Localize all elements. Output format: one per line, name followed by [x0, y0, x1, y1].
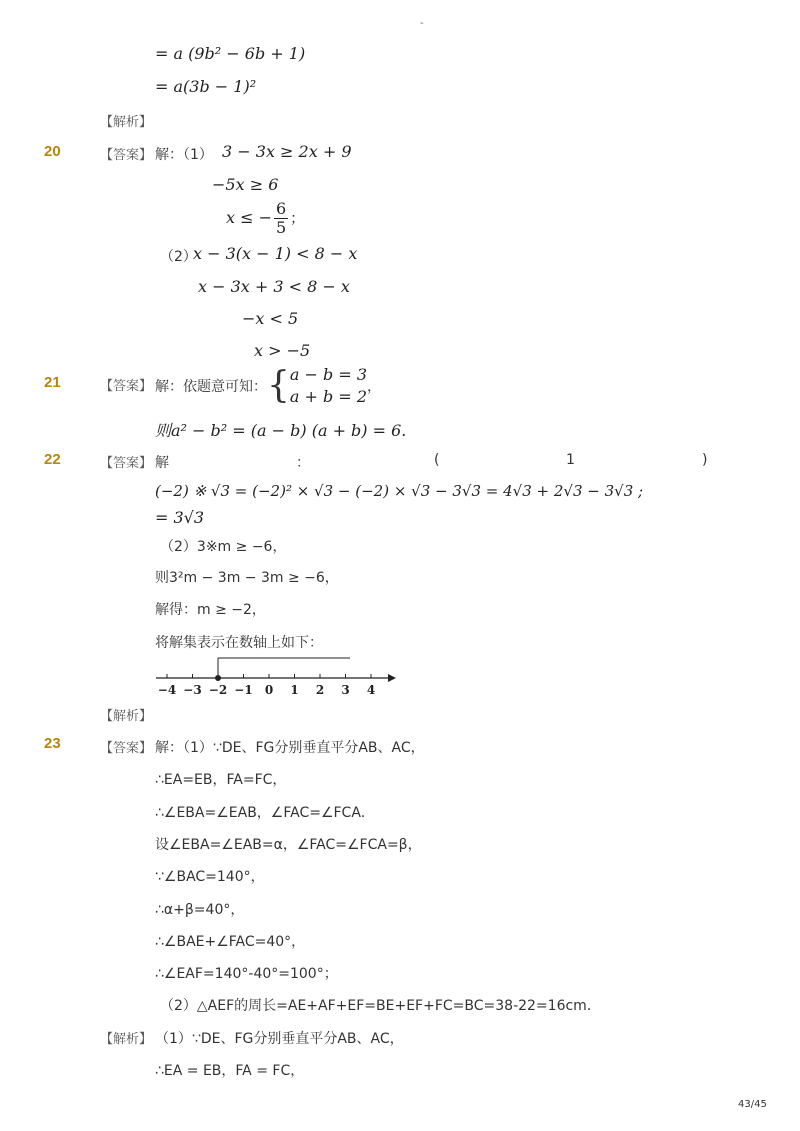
axis-tick-label: −1	[234, 683, 253, 697]
math-line: 解得：m ≥ −2，	[155, 602, 266, 618]
part-number: 1	[566, 452, 575, 468]
math-line: −x < 5	[242, 309, 299, 328]
math-line: (−2) ※ √3 = (−2)² × √3 − (−2) × √3 − 3√3 = 4√3 + 2√3 − 3√3 ;	[155, 482, 644, 500]
question-number: 21	[44, 374, 61, 391]
header-mark: -	[420, 18, 424, 29]
fraction-denominator: 5	[276, 218, 287, 237]
number-line	[150, 650, 400, 700]
paren-close: )	[702, 452, 708, 468]
instruction-text: 将解集表示在数轴上如下：	[155, 635, 323, 651]
question-number: 20	[44, 143, 61, 160]
answer-line: （2）△AEF的周长=AE+AF+EF=BE+EF+FC=BC=38-22=16cm．	[160, 998, 601, 1015]
math-line: 则3²m − 3m − 3m ≥ −6，	[155, 570, 339, 586]
axis-tick-label: 3	[341, 683, 350, 697]
answer-line: 设∠EBA=∠EAB=α，∠FAC=∠FCA=β，	[155, 836, 422, 853]
answer-label: 【答案】	[100, 456, 153, 471]
colon: ：	[296, 455, 310, 471]
analysis-line: ∴EA = EB，FA = FC，	[155, 1063, 305, 1079]
axis-tick-labels	[158, 683, 375, 697]
math-line: −5x ≥ 6	[212, 175, 279, 194]
answer-line: ∴α+β=40°，	[155, 901, 245, 918]
math-fraction-line	[226, 200, 304, 237]
arrow-icon	[388, 674, 396, 682]
axis-tick-label: 2	[315, 683, 325, 697]
answer-label: 【答案】	[100, 148, 153, 163]
equation-system-line	[155, 364, 381, 408]
equation: a + b = 2	[289, 387, 368, 406]
math-line: x − 3x + 3 < 8 − x	[198, 277, 350, 296]
semicolon: ；	[290, 211, 305, 227]
analysis-label: 【解析】	[100, 709, 153, 724]
answer-line: ∴∠EAF=140°-40°=100°；	[155, 966, 338, 983]
analysis-line: （1）∵DE、FG分别垂直平分AB、AC，	[155, 1031, 404, 1047]
math-line: = a (9b² − 6b + 1)	[155, 44, 306, 63]
math-line: = 3√3	[155, 508, 205, 527]
answer-label: 【答案】	[100, 379, 153, 394]
analysis-label: 【解析】	[100, 115, 153, 130]
math-line: （2）3※m ≥ −6，	[160, 539, 287, 555]
analysis-label: 【解析】	[100, 1032, 153, 1047]
paren-open: (	[434, 452, 440, 468]
math-text: x ≤ −	[226, 208, 273, 227]
answer-line: ∴∠BAE+∠FAC=40°，	[155, 933, 306, 950]
fraction	[274, 200, 288, 237]
axis-tick-label: −4	[157, 683, 177, 697]
equation: a − b = 3	[289, 365, 368, 384]
axis-tick-label: 1	[290, 683, 299, 697]
answer-line: ∵∠BAC=140°，	[155, 869, 265, 886]
math-line: 则a² − b² = (a − b) (a + b) = 6.	[155, 421, 407, 440]
axis-tick-label: 0	[264, 683, 274, 697]
answer-line: 解：（1）∵DE、FG分别垂直平分AB、AC，	[155, 740, 425, 756]
math-line: x > −5	[254, 341, 311, 360]
fraction-numerator: 6	[276, 199, 287, 218]
closed-point	[215, 675, 221, 681]
answer-label: 【答案】	[100, 741, 153, 756]
math-line: = a(3b − 1)²	[155, 77, 257, 96]
answer-line: ∴EA=EB，FA=FC，	[155, 772, 287, 789]
equation-system	[290, 364, 367, 408]
question-number: 23	[44, 735, 61, 752]
math-line: x − 3(x − 1) < 8 − x	[193, 244, 358, 263]
left-brace-icon: {	[267, 365, 290, 406]
solution-intro: 解：（1）	[155, 147, 213, 163]
answer-line: ∴∠EBA=∠EAB，∠FAC=∠FCA．	[155, 804, 375, 821]
axis-tick-label: 4	[366, 683, 376, 697]
axis-tick-label: −2	[208, 683, 228, 697]
comma: ，	[367, 379, 382, 395]
axis-tick-label: −3	[183, 683, 202, 697]
part-label: （2）	[160, 249, 197, 265]
math-line: 3 − 3x ≥ 2x + 9	[222, 142, 352, 161]
question-number: 22	[44, 451, 61, 468]
solution-intro: 解：依题意可知：	[155, 379, 267, 395]
page-number: 43/45	[738, 1099, 767, 1110]
solution-intro: 解	[155, 455, 169, 471]
